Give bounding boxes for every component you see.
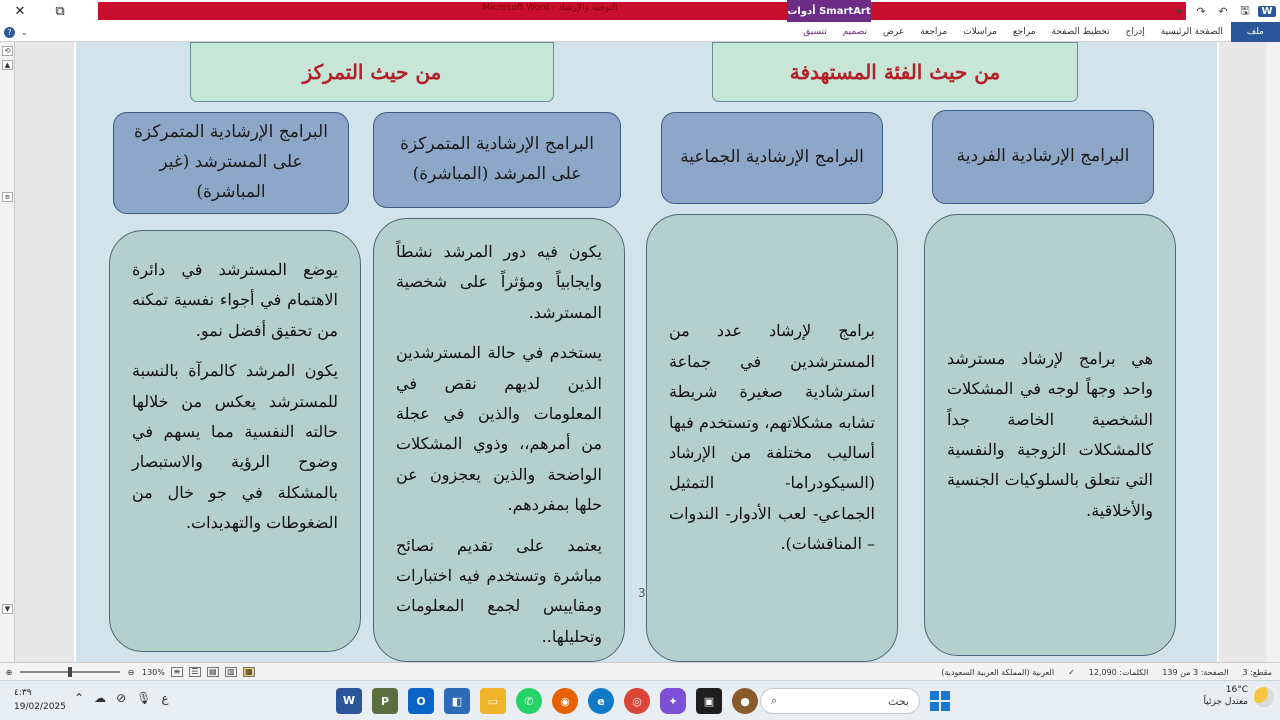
reading-view-icon[interactable]: ▥ [225, 667, 237, 677]
search-label: بحث [888, 694, 909, 708]
outlook-app-icon[interactable]: O [408, 688, 434, 714]
status-bar [0, 662, 1280, 680]
nondirective-para-1: يوضع المسترشد في دائرة الاهتمام في أجواء نفسية تمكنه من تحقيق أفضل نمو. [132, 260, 338, 340]
scroll-up-icon[interactable]: ▲ [2, 60, 13, 70]
firefox-icon[interactable]: ◉ [552, 688, 578, 714]
window-controls [0, 0, 80, 22]
save-icon[interactable]: 🖫 [1240, 3, 1250, 17]
weather-description: معتدل جزئياً [1203, 696, 1248, 707]
zoom-in-icon[interactable]: ⊕ [5, 667, 13, 677]
zoom-level[interactable]: 130% [142, 667, 165, 677]
tab-references[interactable]: مراجع [1012, 27, 1036, 37]
search-icon: ⌕ [771, 694, 778, 707]
extension-app-icon[interactable]: ● [732, 688, 758, 714]
start-icon[interactable] [930, 691, 950, 711]
description-nondirective[interactable] [109, 230, 361, 652]
status-page[interactable]: الصفحة: 3 من 139 [1162, 667, 1229, 677]
taskbar-search[interactable] [760, 688, 920, 714]
smartart-canvas[interactable] [76, 42, 1217, 662]
tab-view[interactable]: عرض [882, 27, 905, 37]
category-individual[interactable]: البرامج الإرشادية الفردية [932, 110, 1154, 204]
zoom-slider[interactable] [20, 671, 120, 673]
customize-icon[interactable]: ▾ [1176, 4, 1182, 18]
chevron-up-icon[interactable]: ⌃ [74, 691, 85, 705]
weather-temperature: 16°C [1225, 685, 1248, 695]
individual-para-1: هي برامج لإرشاد مسترشد واحد وجهاً لوجه في المشكلات الشخصية الخاصة جداً كالمشكلات الزوجية والنفسية التي تتعلق بالسلوكيات الجنسية والأخلاقية. [947, 348, 1153, 520]
chrome-icon[interactable]: ◎ [624, 688, 650, 714]
document-title: التوجيه والإرشاد - Microsoft Word [482, 3, 618, 13]
tab-review[interactable]: مراجعة [920, 27, 948, 37]
edge-icon[interactable]: e [588, 688, 614, 714]
powerpoint-app-icon[interactable]: P [372, 688, 398, 714]
status-info [941, 663, 1272, 681]
file-explorer-icon[interactable]: ▭ [480, 688, 506, 714]
header-target-group[interactable]: من حيث الفئة المستهدفة [712, 42, 1078, 102]
group-para-1: برامج لإرشاد عدد من المسترشدين في جماعة استرشادية صغيرة شريطة تشابه مشكلاتهم، وتستخدم فيها أساليب مختلفة من الإرشاد (السيكودراما- التمثيل الجماعي- لعب الأدوار- الندوات – المناقشات). [669, 321, 875, 554]
tab-mailings[interactable]: مراسلات [963, 27, 997, 37]
category-nondirective[interactable]: البرامج الإرشادية المتمركزة على المسترشد (غير المباشرة) [113, 112, 349, 214]
word-icon: W [1258, 6, 1276, 17]
network-off-icon[interactable]: ⊘ [116, 691, 127, 705]
document-workspace [0, 42, 1280, 662]
tab-layout[interactable]: تخطيط الصفحة [1051, 27, 1110, 37]
web-view-icon[interactable]: ▤ [207, 667, 219, 677]
scroll-down-icon[interactable]: ▼ [2, 604, 13, 614]
clock-date: 19/02/2025 [14, 701, 66, 712]
status-section[interactable]: مقطع: 3 [1242, 667, 1272, 677]
store-app-icon[interactable]: ◧ [444, 688, 470, 714]
category-directive[interactable]: البرامج الإرشادية المتمركزة على المرشد (المباشرة) [373, 112, 621, 208]
clock-time: ٤:٣٩ [14, 688, 32, 698]
word-app-icon[interactable]: W [336, 688, 362, 714]
close-icon[interactable]: ✕ [14, 3, 26, 19]
microphone-icon[interactable]: 🎙 [136, 691, 152, 705]
undo-icon[interactable]: ↶ [1218, 4, 1228, 18]
vertical-scrollbar[interactable] [1266, 42, 1280, 662]
ruler-toggle-icon[interactable]: ⟲ [2, 46, 13, 56]
terminal-icon[interactable]: ▣ [696, 688, 722, 714]
status-words[interactable]: الكلمات: 12,090 [1088, 667, 1149, 677]
tab-design[interactable]: تصميم [842, 27, 867, 37]
partly-sunny-icon [1254, 687, 1274, 707]
category-group[interactable]: البرامج الإرشادية الجماعية [661, 112, 883, 204]
left-ruler [0, 42, 15, 662]
header-focus[interactable]: من حيث التمركز [190, 42, 554, 102]
weather-widget[interactable] [1204, 685, 1275, 708]
tab-insert[interactable]: إدراج [1125, 27, 1145, 37]
directive-para-3: يعتمد على تقديم نصائح مباشرة وتستخدم فيه اختبارات ومقاييس لجمع المعلومات وتحليلها.. [396, 535, 602, 646]
zoom-out-icon[interactable]: ⊖ [127, 667, 135, 677]
draft-view-icon[interactable]: ≡ [171, 667, 183, 677]
outline-view-icon[interactable]: ☰ [189, 667, 201, 677]
document-page [74, 42, 1219, 662]
ribbon-tabs [795, 22, 1280, 42]
taskbar-clock[interactable] [14, 687, 66, 714]
zoom-slider-thumb[interactable] [68, 667, 72, 677]
description-group[interactable] [646, 214, 898, 662]
redo-icon[interactable]: ↷ [1196, 4, 1206, 18]
ribbon [0, 22, 1280, 42]
print-layout-icon[interactable]: ▦ [243, 667, 255, 677]
tab-file[interactable]: ملف [1231, 22, 1280, 42]
tab-home[interactable]: الصفحة الرئيسية [1160, 27, 1223, 37]
title-bar [0, 0, 1280, 22]
quick-access-toolbar [1170, 0, 1280, 22]
page-number: 3 [638, 586, 646, 600]
windows-taskbar [0, 680, 1280, 720]
chevron-down-icon[interactable]: ⌄ [21, 27, 28, 37]
tab-format[interactable]: تنسيق [803, 27, 827, 37]
nondirective-para-2: يكون المرشد كالمرآة بالنسبة للمسترشد يعكس من خلالها حالته النفسية مما يسهم في وضوح الرؤية والاستبصار بالمشكلة في جو خال من الضغوطات والتهديدات. [132, 361, 338, 533]
onedrive-icon[interactable]: ☁ [94, 691, 107, 705]
description-directive[interactable] [373, 218, 625, 662]
taskbar-apps [336, 688, 758, 714]
directive-para-1: يكون فيه دور المرشد نشطاً وايجابياً ومؤثراً على شخصية المسترشد. [396, 242, 602, 322]
restore-icon[interactable]: ⧉ [55, 3, 65, 19]
system-tray [74, 691, 169, 705]
copilot-icon[interactable]: ✦ [660, 688, 686, 714]
status-language[interactable]: العربية (المملكة العربية السعودية) [941, 667, 1055, 677]
smartart-tools-label: أدوات SmartArt [787, 0, 871, 22]
proofing-icon[interactable]: ✓ [1068, 667, 1075, 677]
ribbon-left-controls [0, 22, 28, 42]
help-icon[interactable]: ? [4, 27, 15, 38]
lang-indicator[interactable]: ع [161, 691, 169, 705]
whatsapp-icon[interactable]: ✆ [516, 688, 542, 714]
split-icon[interactable]: ≡ [2, 192, 13, 202]
description-individual[interactable] [924, 214, 1176, 656]
directive-para-2: يستخدم في حالة المسترشدين الذين لديهم نقص في المعلومات والذين في عجلة من أمرهم،، وذوي المشكلات الواضحة والذين يعجزون عن حلها بمفردهم. [396, 343, 602, 515]
zoom-controls [4, 663, 255, 681]
